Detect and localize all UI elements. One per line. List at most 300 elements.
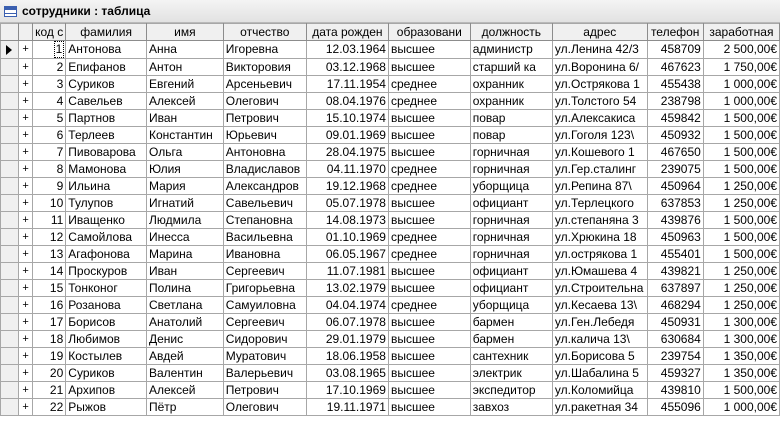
- expand-subdatasheet-icon[interactable]: +: [18, 212, 32, 229]
- cell-id[interactable]: 10: [33, 195, 66, 212]
- row-selector[interactable]: [1, 110, 19, 127]
- cell-phone[interactable]: 459842: [647, 110, 703, 127]
- cell-patronymic[interactable]: Олегович: [223, 399, 306, 416]
- cell-phone[interactable]: 450964: [647, 178, 703, 195]
- cell-salary[interactable]: 1 750,00€: [703, 59, 779, 76]
- cell-education[interactable]: высшее: [388, 314, 470, 331]
- cell-birth-date[interactable]: 14.08.1973: [306, 212, 388, 229]
- cell-birth-date[interactable]: 04.11.1970: [306, 161, 388, 178]
- cell-phone[interactable]: 468294: [647, 297, 703, 314]
- table-row[interactable]: [1, 365, 780, 382]
- cell-education[interactable]: высшее: [388, 331, 470, 348]
- row-selector[interactable]: [1, 399, 19, 416]
- cell-phone[interactable]: 459327: [647, 365, 703, 382]
- cell-id[interactable]: 14: [33, 263, 66, 280]
- cell-first-name[interactable]: Алексей: [147, 382, 224, 399]
- cell-id[interactable]: 7: [33, 144, 66, 161]
- cell-phone[interactable]: 455096: [647, 399, 703, 416]
- cell-salary[interactable]: 2 500,00€: [703, 41, 779, 59]
- cell-position[interactable]: охранник: [470, 76, 552, 93]
- cell-id[interactable]: 16: [33, 297, 66, 314]
- cell-patronymic[interactable]: Васильевна: [223, 229, 306, 246]
- cell-phone[interactable]: 238798: [647, 93, 703, 110]
- cell-position[interactable]: горничная: [470, 144, 552, 161]
- cell-birth-date[interactable]: 29.01.1979: [306, 331, 388, 348]
- cell-education[interactable]: высшее: [388, 110, 470, 127]
- cell-patronymic[interactable]: Степановна: [223, 212, 306, 229]
- cell-birth-date[interactable]: 18.06.1958: [306, 348, 388, 365]
- cell-position[interactable]: официант: [470, 195, 552, 212]
- expand-subdatasheet-icon[interactable]: +: [18, 399, 32, 416]
- table-row[interactable]: [1, 382, 780, 399]
- cell-patronymic[interactable]: Ивановна: [223, 246, 306, 263]
- cell-patronymic[interactable]: Викторовия: [223, 59, 306, 76]
- cell-phone[interactable]: 439810: [647, 382, 703, 399]
- column-header-id[interactable]: код с: [33, 24, 66, 41]
- column-header-salary[interactable]: заработная: [703, 24, 779, 41]
- cell-first-name[interactable]: Алексей: [147, 93, 224, 110]
- cell-patronymic[interactable]: Арсеньевич: [223, 76, 306, 93]
- cell-phone[interactable]: 455438: [647, 76, 703, 93]
- cell-phone[interactable]: 450963: [647, 229, 703, 246]
- cell-first-name[interactable]: Пётр: [147, 399, 224, 416]
- cell-patronymic[interactable]: Олегович: [223, 93, 306, 110]
- cell-phone[interactable]: 467650: [647, 144, 703, 161]
- cell-last-name[interactable]: Терлеев: [66, 127, 147, 144]
- column-header-address[interactable]: адрес: [552, 24, 647, 41]
- expand-subdatasheet-icon[interactable]: +: [18, 297, 32, 314]
- cell-education[interactable]: среднее: [388, 161, 470, 178]
- cell-education[interactable]: высшее: [388, 41, 470, 59]
- cell-phone[interactable]: 239754: [647, 348, 703, 365]
- cell-first-name[interactable]: Ольга: [147, 144, 224, 161]
- cell-patronymic[interactable]: Петрович: [223, 382, 306, 399]
- expand-subdatasheet-icon[interactable]: +: [18, 59, 32, 76]
- table-row[interactable]: [1, 178, 780, 195]
- cell-birth-date[interactable]: 15.10.1974: [306, 110, 388, 127]
- cell-id[interactable]: 5: [33, 110, 66, 127]
- cell-last-name[interactable]: Епифанов: [66, 59, 147, 76]
- cell-phone[interactable]: 450932: [647, 127, 703, 144]
- cell-position[interactable]: повар: [470, 110, 552, 127]
- cell-position[interactable]: администр: [470, 41, 552, 59]
- cell-address[interactable]: ул.Алексакиса: [552, 110, 647, 127]
- cell-id[interactable]: 22: [33, 399, 66, 416]
- cell-id[interactable]: 9: [33, 178, 66, 195]
- table-row[interactable]: [1, 229, 780, 246]
- column-header-birth-date[interactable]: дата рожден: [306, 24, 388, 41]
- cell-last-name[interactable]: Тулупов: [66, 195, 147, 212]
- cell-birth-date[interactable]: 04.04.1974: [306, 297, 388, 314]
- cell-position[interactable]: завхоз: [470, 399, 552, 416]
- row-selector[interactable]: [1, 365, 19, 382]
- cell-education[interactable]: среднее: [388, 229, 470, 246]
- cell-phone[interactable]: 630684: [647, 331, 703, 348]
- cell-birth-date[interactable]: 12.03.1964: [306, 41, 388, 59]
- cell-id[interactable]: 18: [33, 331, 66, 348]
- cell-address[interactable]: ул.степаняна 3: [552, 212, 647, 229]
- cell-position[interactable]: горничная: [470, 246, 552, 263]
- row-selector[interactable]: [1, 280, 19, 297]
- cell-phone[interactable]: 239075: [647, 161, 703, 178]
- table-row[interactable]: [1, 331, 780, 348]
- cell-salary[interactable]: 1 000,00€: [703, 76, 779, 93]
- cell-education[interactable]: высшее: [388, 195, 470, 212]
- cell-first-name[interactable]: Евгений: [147, 76, 224, 93]
- cell-patronymic[interactable]: Александров: [223, 178, 306, 195]
- cell-last-name[interactable]: Пивоварова: [66, 144, 147, 161]
- cell-address[interactable]: ул.Кошевого 1: [552, 144, 647, 161]
- table-row[interactable]: [1, 212, 780, 229]
- cell-address[interactable]: ул.Гер.сталинг: [552, 161, 647, 178]
- cell-last-name[interactable]: Костылев: [66, 348, 147, 365]
- cell-salary[interactable]: 1 300,00€: [703, 331, 779, 348]
- cell-salary[interactable]: 1 500,00€: [703, 212, 779, 229]
- column-header-education[interactable]: образовани: [388, 24, 470, 41]
- cell-id[interactable]: 4: [33, 93, 66, 110]
- cell-first-name[interactable]: Антон: [147, 59, 224, 76]
- cell-patronymic[interactable]: Самуиловна: [223, 297, 306, 314]
- cell-salary[interactable]: 1 500,00€: [703, 246, 779, 263]
- cell-birth-date[interactable]: 17.10.1969: [306, 382, 388, 399]
- cell-birth-date[interactable]: 13.02.1979: [306, 280, 388, 297]
- expand-subdatasheet-icon[interactable]: +: [18, 41, 32, 59]
- cell-id[interactable]: 20: [33, 365, 66, 382]
- row-selector[interactable]: [1, 314, 19, 331]
- row-selector[interactable]: [1, 59, 19, 76]
- cell-phone[interactable]: 637853: [647, 195, 703, 212]
- expand-subdatasheet-icon[interactable]: +: [18, 178, 32, 195]
- row-selector[interactable]: [1, 382, 19, 399]
- table-row[interactable]: [1, 127, 780, 144]
- cell-birth-date[interactable]: 06.07.1978: [306, 314, 388, 331]
- cell-first-name[interactable]: Анна: [147, 41, 224, 59]
- row-selector[interactable]: [1, 161, 19, 178]
- cell-patronymic[interactable]: Валерьевич: [223, 365, 306, 382]
- expand-subdatasheet-icon[interactable]: +: [18, 365, 32, 382]
- row-selector[interactable]: [1, 76, 19, 93]
- cell-birth-date[interactable]: 01.10.1969: [306, 229, 388, 246]
- cell-first-name[interactable]: Мария: [147, 178, 224, 195]
- cell-birth-date[interactable]: 06.05.1967: [306, 246, 388, 263]
- cell-patronymic[interactable]: Юрьевич: [223, 127, 306, 144]
- table-row[interactable]: [1, 41, 780, 59]
- column-header-first-name[interactable]: имя: [147, 24, 224, 41]
- expand-subdatasheet-icon[interactable]: +: [18, 161, 32, 178]
- cell-first-name[interactable]: Юлия: [147, 161, 224, 178]
- cell-first-name[interactable]: Авдей: [147, 348, 224, 365]
- cell-id[interactable]: 17: [33, 314, 66, 331]
- expand-subdatasheet-icon[interactable]: +: [18, 229, 32, 246]
- table-row[interactable]: [1, 144, 780, 161]
- cell-phone[interactable]: 455401: [647, 246, 703, 263]
- cell-address[interactable]: ул.Ген.Лебедя: [552, 314, 647, 331]
- cell-education[interactable]: высшее: [388, 59, 470, 76]
- cell-first-name[interactable]: Игнатий: [147, 195, 224, 212]
- cell-birth-date[interactable]: 08.04.1976: [306, 93, 388, 110]
- row-selector[interactable]: [1, 212, 19, 229]
- cell-first-name[interactable]: Константин: [147, 127, 224, 144]
- table-row[interactable]: [1, 280, 780, 297]
- row-selector[interactable]: [1, 178, 19, 195]
- cell-position[interactable]: старший ка: [470, 59, 552, 76]
- row-selector[interactable]: [1, 348, 19, 365]
- cell-first-name[interactable]: Светлана: [147, 297, 224, 314]
- cell-phone[interactable]: 637897: [647, 280, 703, 297]
- cell-salary[interactable]: 1 350,00€: [703, 348, 779, 365]
- select-all-corner[interactable]: [1, 24, 19, 41]
- cell-birth-date[interactable]: 19.12.1968: [306, 178, 388, 195]
- cell-patronymic[interactable]: Антоновна: [223, 144, 306, 161]
- cell-birth-date[interactable]: 28.04.1975: [306, 144, 388, 161]
- cell-id[interactable]: 11: [33, 212, 66, 229]
- cell-position[interactable]: официант: [470, 280, 552, 297]
- cell-address[interactable]: ул.Острякова 1: [552, 76, 647, 93]
- cell-address[interactable]: ул.Борисова 5: [552, 348, 647, 365]
- cell-education[interactable]: высшее: [388, 348, 470, 365]
- expand-subdatasheet-icon[interactable]: +: [18, 246, 32, 263]
- row-selector[interactable]: [1, 195, 19, 212]
- cell-salary[interactable]: 1 250,00€: [703, 195, 779, 212]
- table-row[interactable]: [1, 110, 780, 127]
- cell-address[interactable]: ул.Толстого 54: [552, 93, 647, 110]
- cell-last-name[interactable]: Мамонова: [66, 161, 147, 178]
- cell-id[interactable]: 2: [33, 59, 66, 76]
- cell-last-name[interactable]: Любимов: [66, 331, 147, 348]
- cell-salary[interactable]: 1 500,00€: [703, 229, 779, 246]
- row-selector[interactable]: [1, 93, 19, 110]
- table-row[interactable]: [1, 246, 780, 263]
- table-row[interactable]: [1, 314, 780, 331]
- cell-phone[interactable]: 439876: [647, 212, 703, 229]
- cell-patronymic[interactable]: Григорьевна: [223, 280, 306, 297]
- cell-salary[interactable]: 1 500,00€: [703, 382, 779, 399]
- cell-position[interactable]: официант: [470, 263, 552, 280]
- expand-subdatasheet-icon[interactable]: +: [18, 263, 32, 280]
- cell-address[interactable]: ул.ракетная 34: [552, 399, 647, 416]
- cell-first-name[interactable]: Иван: [147, 110, 224, 127]
- expand-subdatasheet-icon[interactable]: +: [18, 314, 32, 331]
- cell-education[interactable]: высшее: [388, 382, 470, 399]
- cell-last-name[interactable]: Антонова: [66, 41, 147, 59]
- cell-address[interactable]: ул.Юмашева 4: [552, 263, 647, 280]
- column-header-patronymic[interactable]: отчество: [223, 24, 306, 41]
- cell-last-name[interactable]: Борисов: [66, 314, 147, 331]
- table-row[interactable]: [1, 76, 780, 93]
- cell-salary[interactable]: 1 250,00€: [703, 297, 779, 314]
- cell-position[interactable]: сантехник: [470, 348, 552, 365]
- row-selector[interactable]: [1, 246, 19, 263]
- cell-birth-date[interactable]: 19.11.1971: [306, 399, 388, 416]
- cell-first-name[interactable]: Инесса: [147, 229, 224, 246]
- cell-last-name[interactable]: Рыжов: [66, 399, 147, 416]
- cell-id[interactable]: [33, 41, 66, 59]
- row-selector[interactable]: [1, 263, 19, 280]
- cell-patronymic[interactable]: Петрович: [223, 110, 306, 127]
- cell-patronymic[interactable]: Игоревна: [223, 41, 306, 59]
- cell-education[interactable]: высшее: [388, 399, 470, 416]
- cell-id[interactable]: 13: [33, 246, 66, 263]
- cell-position[interactable]: бармен: [470, 314, 552, 331]
- cell-id[interactable]: 12: [33, 229, 66, 246]
- expand-subdatasheet-icon[interactable]: +: [18, 144, 32, 161]
- cell-last-name[interactable]: Тонконог: [66, 280, 147, 297]
- cell-position[interactable]: горничная: [470, 229, 552, 246]
- expand-subdatasheet-icon[interactable]: +: [18, 76, 32, 93]
- cell-id[interactable]: 6: [33, 127, 66, 144]
- cell-id[interactable]: 8: [33, 161, 66, 178]
- row-selector[interactable]: [1, 229, 19, 246]
- cell-education[interactable]: среднее: [388, 246, 470, 263]
- cell-address[interactable]: ул.острякова 1: [552, 246, 647, 263]
- cell-address[interactable]: ул.калича 13\: [552, 331, 647, 348]
- cell-address[interactable]: ул.Терлецкого: [552, 195, 647, 212]
- cell-position[interactable]: уборщица: [470, 297, 552, 314]
- expand-subdatasheet-icon[interactable]: +: [18, 331, 32, 348]
- expand-subdatasheet-icon[interactable]: +: [18, 110, 32, 127]
- table-row[interactable]: [1, 59, 780, 76]
- cell-salary[interactable]: 1 350,00€: [703, 365, 779, 382]
- cell-salary[interactable]: 1 500,00€: [703, 110, 779, 127]
- cell-id[interactable]: 21: [33, 382, 66, 399]
- cell-address[interactable]: ул.Строительна: [552, 280, 647, 297]
- column-header-position[interactable]: должность: [470, 24, 552, 41]
- table-row[interactable]: [1, 93, 780, 110]
- cell-address[interactable]: ул.Кесаева 13\: [552, 297, 647, 314]
- cell-phone[interactable]: 439821: [647, 263, 703, 280]
- cell-position[interactable]: экспедитор: [470, 382, 552, 399]
- cell-last-name[interactable]: Суриков: [66, 365, 147, 382]
- cell-last-name[interactable]: Агафонова: [66, 246, 147, 263]
- cell-patronymic[interactable]: Сидорович: [223, 331, 306, 348]
- cell-last-name[interactable]: Ильина: [66, 178, 147, 195]
- cell-birth-date[interactable]: 05.07.1978: [306, 195, 388, 212]
- table-row[interactable]: [1, 297, 780, 314]
- window-titlebar[interactable]: [0, 0, 780, 23]
- cell-first-name[interactable]: Валентин: [147, 365, 224, 382]
- cell-patronymic[interactable]: Муратович: [223, 348, 306, 365]
- cell-education[interactable]: среднее: [388, 297, 470, 314]
- cell-phone[interactable]: 458709: [647, 41, 703, 59]
- cell-last-name[interactable]: Партнов: [66, 110, 147, 127]
- cell-address[interactable]: ул.Репина 87\: [552, 178, 647, 195]
- cell-education[interactable]: высшее: [388, 280, 470, 297]
- cell-birth-date[interactable]: 11.07.1981: [306, 263, 388, 280]
- cell-education[interactable]: среднее: [388, 93, 470, 110]
- cell-salary[interactable]: 1 000,00€: [703, 399, 779, 416]
- expand-subdatasheet-icon[interactable]: +: [18, 280, 32, 297]
- cell-phone[interactable]: 467623: [647, 59, 703, 76]
- cell-last-name[interactable]: Иващенко: [66, 212, 147, 229]
- expand-subdatasheet-icon[interactable]: +: [18, 93, 32, 110]
- row-selector[interactable]: [1, 127, 19, 144]
- cell-education[interactable]: высшее: [388, 365, 470, 382]
- cell-birth-date[interactable]: 03.08.1965: [306, 365, 388, 382]
- cell-birth-date[interactable]: 03.12.1968: [306, 59, 388, 76]
- table-row[interactable]: [1, 263, 780, 280]
- cell-first-name[interactable]: Полина: [147, 280, 224, 297]
- header-row: [1, 24, 780, 41]
- cell-birth-date[interactable]: 09.01.1969: [306, 127, 388, 144]
- table-row[interactable]: [1, 195, 780, 212]
- cell-last-name[interactable]: Савельев: [66, 93, 147, 110]
- cell-address[interactable]: ул.Воронина 6/: [552, 59, 647, 76]
- cell-position[interactable]: уборщица: [470, 178, 552, 195]
- cell-last-name[interactable]: Проскуров: [66, 263, 147, 280]
- cell-birth-date[interactable]: 17.11.1954: [306, 76, 388, 93]
- row-selector[interactable]: [1, 144, 19, 161]
- cell-education[interactable]: высшее: [388, 127, 470, 144]
- cell-id[interactable]: 15: [33, 280, 66, 297]
- cell-salary[interactable]: 1 250,00€: [703, 178, 779, 195]
- cell-patronymic[interactable]: Владиславов: [223, 161, 306, 178]
- row-selector[interactable]: [1, 297, 19, 314]
- column-header-last-name[interactable]: фамилия: [66, 24, 147, 41]
- table-row[interactable]: [1, 348, 780, 365]
- cell-phone[interactable]: 450931: [647, 314, 703, 331]
- cell-patronymic[interactable]: Сергеевич: [223, 314, 306, 331]
- expand-subdatasheet-icon[interactable]: +: [18, 348, 32, 365]
- cell-salary[interactable]: 1 000,00€: [703, 93, 779, 110]
- cell-address[interactable]: ул.Гоголя 123\: [552, 127, 647, 144]
- cell-last-name[interactable]: Самойлова: [66, 229, 147, 246]
- cell-last-name[interactable]: Суриков: [66, 76, 147, 93]
- cell-position[interactable]: горничная: [470, 161, 552, 178]
- cell-position[interactable]: горничная: [470, 212, 552, 229]
- cell-address[interactable]: ул.Хрюкина 18: [552, 229, 647, 246]
- cell-position[interactable]: электрик: [470, 365, 552, 382]
- row-selector[interactable]: [1, 41, 19, 59]
- cell-address[interactable]: ул.Ленина 42/3: [552, 41, 647, 59]
- column-header-phone[interactable]: телефон: [647, 24, 703, 41]
- cell-address[interactable]: ул.Коломийца: [552, 382, 647, 399]
- cell-patronymic[interactable]: Сергеевич: [223, 263, 306, 280]
- cell-id[interactable]: 3: [33, 76, 66, 93]
- cell-salary[interactable]: 1 250,00€: [703, 263, 779, 280]
- cell-first-name[interactable]: Денис: [147, 331, 224, 348]
- cell-salary[interactable]: 1 300,00€: [703, 314, 779, 331]
- cell-position[interactable]: повар: [470, 127, 552, 144]
- cell-salary[interactable]: 1 500,00€: [703, 127, 779, 144]
- cell-education[interactable]: высшее: [388, 263, 470, 280]
- cell-last-name[interactable]: Архипов: [66, 382, 147, 399]
- cell-salary[interactable]: 1 500,00€: [703, 161, 779, 178]
- cell-salary[interactable]: 1 250,00€: [703, 280, 779, 297]
- cell-position[interactable]: бармен: [470, 331, 552, 348]
- cell-last-name[interactable]: Розанова: [66, 297, 147, 314]
- cell-address[interactable]: ул.Шабалина 5: [552, 365, 647, 382]
- expand-subdatasheet-icon[interactable]: +: [18, 195, 32, 212]
- cell-first-name[interactable]: Марина: [147, 246, 224, 263]
- table-row[interactable]: [1, 161, 780, 178]
- row-selector[interactable]: [1, 331, 19, 348]
- cell-position[interactable]: охранник: [470, 93, 552, 110]
- cell-salary[interactable]: 1 500,00€: [703, 144, 779, 161]
- cell-education[interactable]: среднее: [388, 178, 470, 195]
- cell-first-name[interactable]: Иван: [147, 263, 224, 280]
- table-row[interactable]: [1, 399, 780, 416]
- expand-subdatasheet-icon[interactable]: +: [18, 382, 32, 399]
- cell-id[interactable]: 19: [33, 348, 66, 365]
- cell-first-name[interactable]: Анатолий: [147, 314, 224, 331]
- table-icon: [4, 6, 17, 17]
- cell-education[interactable]: среднее: [388, 76, 470, 93]
- cell-patronymic[interactable]: Савельевич: [223, 195, 306, 212]
- cell-education[interactable]: высшее: [388, 144, 470, 161]
- cell-first-name[interactable]: Людмила: [147, 212, 224, 229]
- cell-education[interactable]: высшее: [388, 212, 470, 229]
- expand-subdatasheet-icon[interactable]: +: [18, 127, 32, 144]
